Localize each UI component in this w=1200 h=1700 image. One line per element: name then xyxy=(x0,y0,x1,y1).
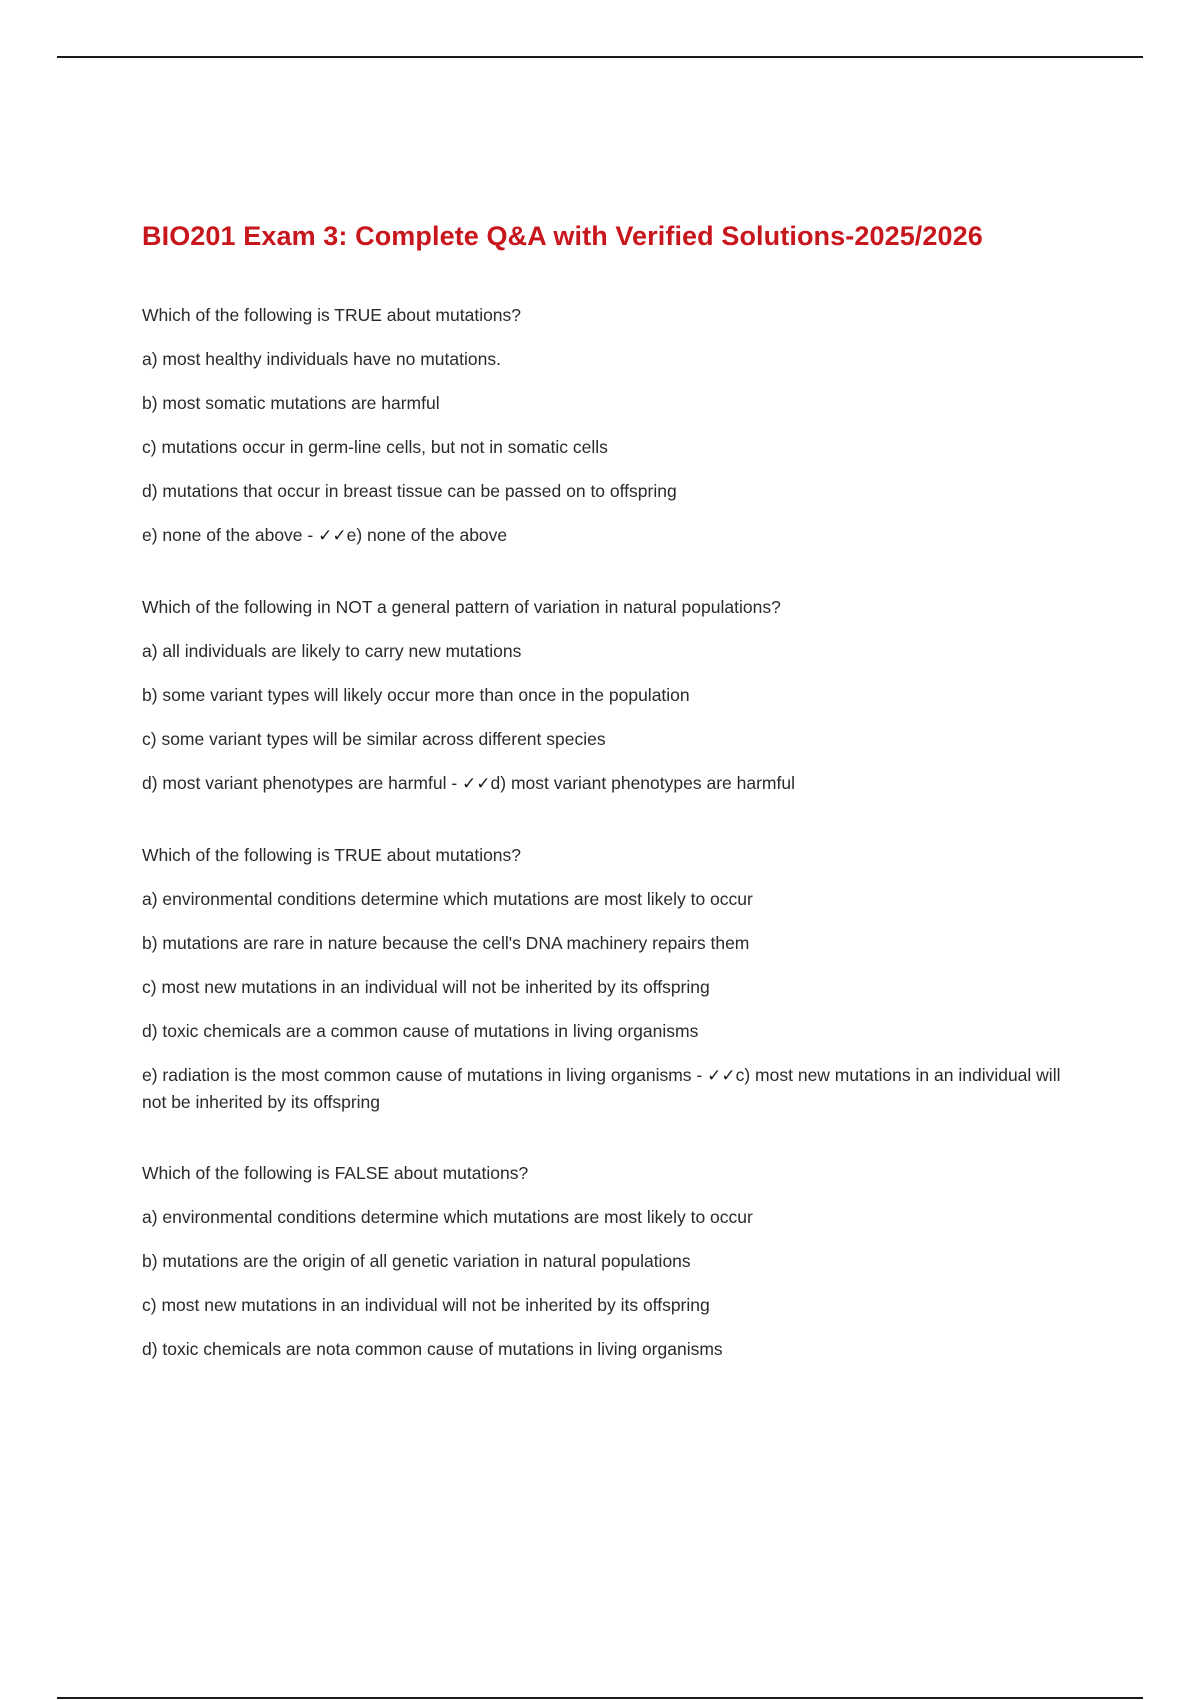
question-prompt: Which of the following in NOT a general pattern of variation in natural populations? xyxy=(142,597,781,617)
option-a: a) most healthy individuals have no mutations. xyxy=(142,349,501,369)
option-d: d) toxic chemicals are nota common cause of mutations in living organisms xyxy=(142,1339,723,1359)
check-mark-icon: ✓✓ xyxy=(462,774,491,794)
check-mark-icon: ✓✓ xyxy=(707,1066,736,1086)
answer-line xyxy=(142,770,1072,797)
option-d: d) mutations that occur in breast tissue can be passed on to offspring xyxy=(142,481,677,501)
question-list xyxy=(142,302,1072,1362)
question-prompt: Which of the following is TRUE about mutations? xyxy=(142,305,522,325)
option-b: b) most somatic mutations are harmful xyxy=(142,393,440,413)
option-b: b) mutations are the origin of all genetic variation in natural populations xyxy=(142,1251,691,1271)
verified-answer: e) none of the above xyxy=(346,525,508,545)
document-page xyxy=(142,214,1072,1407)
question-prompt: Which of the following is FALSE about mutations? xyxy=(142,1163,529,1183)
option-c: c) most new mutations in an individual will not be inherited by its offspring xyxy=(142,1295,710,1315)
option-d: d) most variant phenotypes are harmful - xyxy=(142,773,463,793)
answer-line xyxy=(142,522,1072,549)
top-rule xyxy=(57,56,1143,58)
option-e: e) radiation is the most common cause of mutations in living organisms - xyxy=(142,1065,708,1085)
option-c: c) most new mutations in an individual will not be inherited by its offspring xyxy=(142,977,710,997)
question-2 xyxy=(142,594,1072,797)
answer-line xyxy=(142,1062,1072,1115)
option-c: c) mutations occur in germ-line cells, but not in somatic cells xyxy=(142,437,608,457)
question-4 xyxy=(142,1160,1072,1362)
document-title: BIO201 Exam 3: Complete Q&A with Verified Solutions-2025/2026 xyxy=(142,221,983,251)
check-mark-icon: ✓✓ xyxy=(318,526,347,546)
option-a: a) environmental conditions determine which mutations are most likely to occur xyxy=(142,889,753,909)
question-prompt: Which of the following is TRUE about mutations? xyxy=(142,845,522,865)
question-1 xyxy=(142,302,1072,549)
verified-answer: d) most variant phenotypes are harmful xyxy=(490,773,795,793)
option-d: d) toxic chemicals are a common cause of mutations in living organisms xyxy=(142,1021,699,1041)
bottom-rule xyxy=(57,1697,1143,1699)
question-3 xyxy=(142,842,1072,1115)
option-b: b) mutations are rare in nature because the cell's DNA machinery repairs them xyxy=(142,933,750,953)
verified-answer: c) most new mutations in an individual will not be inherited by its offspring xyxy=(142,1065,1061,1112)
option-c: c) some variant types will be similar across different species xyxy=(142,729,606,749)
option-b: b) some variant types will likely occur more than once in the population xyxy=(142,685,690,705)
option-e: e) none of the above - xyxy=(142,525,319,545)
option-a: a) all individuals are likely to carry new mutations xyxy=(142,641,522,661)
option-a: a) environmental conditions determine which mutations are most likely to occur xyxy=(142,1207,753,1227)
